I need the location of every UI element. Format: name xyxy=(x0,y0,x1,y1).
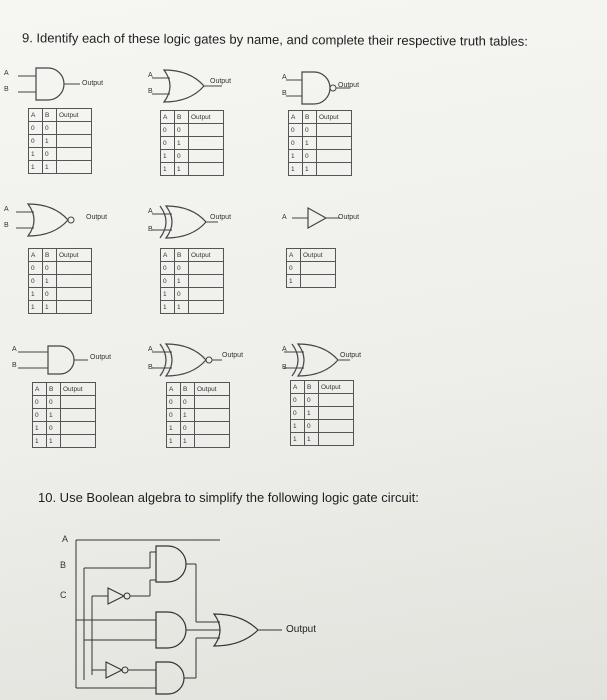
output-answer-cell[interactable] xyxy=(301,262,336,275)
output-label: Output xyxy=(338,214,360,221)
truth-table-and xyxy=(28,108,92,174)
output-answer-cell[interactable] xyxy=(57,148,92,161)
output-label: Output xyxy=(86,214,108,221)
output-answer-cell[interactable] xyxy=(317,137,352,150)
output-answer-cell[interactable] xyxy=(189,262,224,275)
truth-table-xor xyxy=(160,248,224,314)
xor-gate-diagram xyxy=(278,340,408,380)
table-row xyxy=(287,275,336,288)
table-row xyxy=(287,262,336,275)
table-cell: 1 xyxy=(289,150,303,163)
table-cell: 1 xyxy=(43,161,57,174)
table-cell: 0 xyxy=(161,262,175,275)
table-cell: 1 xyxy=(181,435,195,448)
table-cell: 1 xyxy=(43,301,57,314)
table-row xyxy=(161,275,224,288)
circuit-input-b-label: B xyxy=(60,560,67,570)
and-gate-diagram xyxy=(8,64,138,104)
table-row xyxy=(291,407,354,420)
table-cell: 0 xyxy=(291,394,305,407)
output-answer-cell[interactable] xyxy=(189,288,224,301)
table-header-cell: Output xyxy=(317,111,352,124)
input-a-label: A xyxy=(282,214,287,221)
table-header-cell: B xyxy=(303,111,317,124)
output-answer-cell[interactable] xyxy=(195,435,230,448)
table-cell: 0 xyxy=(291,407,305,420)
table-cell: 1 xyxy=(303,163,317,176)
output-answer-cell[interactable] xyxy=(189,150,224,163)
output-label: Output xyxy=(338,82,360,89)
table-header-cell: Output xyxy=(319,381,354,394)
table-cell: 0 xyxy=(29,122,43,135)
output-answer-cell[interactable] xyxy=(57,161,92,174)
question-9-title: 9. Identify each of these logic gates by name, and complete their respective truth tables: xyxy=(21,30,528,49)
table-row xyxy=(161,150,224,163)
output-answer-cell[interactable] xyxy=(319,407,354,420)
table-header-cell: Output xyxy=(189,111,224,124)
table-row xyxy=(29,148,92,161)
output-answer-cell[interactable] xyxy=(61,396,96,409)
table-cell: 1 xyxy=(29,301,43,314)
table-cell: 0 xyxy=(289,137,303,150)
output-answer-cell[interactable] xyxy=(61,409,96,422)
table-cell: 1 xyxy=(289,163,303,176)
input-b-label: B xyxy=(4,86,9,93)
table-header-cell: B xyxy=(43,249,57,262)
table-cell: 0 xyxy=(161,275,175,288)
output-answer-cell[interactable] xyxy=(317,163,352,176)
table-row xyxy=(289,137,352,150)
input-a-label: A xyxy=(148,72,153,79)
table-cell: 0 xyxy=(175,262,189,275)
truth-table-buffer xyxy=(286,248,336,288)
table-header-cell: A xyxy=(33,383,47,396)
table-cell: 1 xyxy=(29,288,43,301)
table-header-cell: Output xyxy=(189,249,224,262)
table-cell: 1 xyxy=(33,422,47,435)
table-cell: 1 xyxy=(33,435,47,448)
table-row xyxy=(161,301,224,314)
circuit-output-label: Output xyxy=(286,624,317,635)
input-b-label: B xyxy=(148,226,153,233)
output-label: Output xyxy=(222,352,244,359)
table-cell: 1 xyxy=(167,435,181,448)
input-b-label: B xyxy=(282,364,287,371)
truth-table-nor xyxy=(28,248,92,314)
table-header-cell: A xyxy=(167,383,181,396)
table-row xyxy=(167,435,230,448)
table-cell: 1 xyxy=(167,422,181,435)
table-row xyxy=(291,433,354,446)
table-cell: 0 xyxy=(167,396,181,409)
table-cell: 0 xyxy=(287,262,301,275)
table-row xyxy=(289,163,352,176)
output-answer-cell[interactable] xyxy=(195,422,230,435)
input-a-label: A xyxy=(4,206,9,213)
table-cell: 0 xyxy=(29,135,43,148)
truth-table-and-2 xyxy=(32,382,96,448)
table-header-cell: B xyxy=(181,383,195,396)
output-answer-cell[interactable] xyxy=(195,409,230,422)
table-row xyxy=(29,161,92,174)
table-cell: 0 xyxy=(43,148,57,161)
table-cell: 1 xyxy=(303,137,317,150)
output-label: Output xyxy=(340,352,362,359)
table-row xyxy=(161,288,224,301)
table-row xyxy=(29,275,92,288)
table-header-cell: B xyxy=(43,109,57,122)
table-cell: 0 xyxy=(181,396,195,409)
table-row xyxy=(29,262,92,275)
table-cell: 0 xyxy=(43,122,57,135)
table-row xyxy=(29,135,92,148)
table-cell: 1 xyxy=(175,137,189,150)
table-cell: 1 xyxy=(305,433,319,446)
table-cell: 0 xyxy=(29,262,43,275)
output-label: Output xyxy=(210,214,232,221)
table-cell: 1 xyxy=(161,150,175,163)
table-cell: 0 xyxy=(43,288,57,301)
truth-table-xor-2 xyxy=(290,380,354,446)
input-b-label: B xyxy=(148,364,153,371)
table-cell: 0 xyxy=(161,124,175,137)
table-cell: 1 xyxy=(175,275,189,288)
table-row xyxy=(289,124,352,137)
table-cell: 1 xyxy=(305,407,319,420)
table-header-cell: Output xyxy=(61,383,96,396)
table-cell: 0 xyxy=(167,409,181,422)
table-header-cell: A xyxy=(161,249,175,262)
input-a-label: A xyxy=(148,208,153,215)
table-row xyxy=(29,288,92,301)
table-row xyxy=(167,396,230,409)
input-b-label: B xyxy=(4,222,9,229)
table-row xyxy=(33,396,96,409)
q10-circuit-diagram xyxy=(70,530,290,695)
output-answer-cell[interactable] xyxy=(57,288,92,301)
table-cell: 0 xyxy=(161,137,175,150)
table-cell: 1 xyxy=(175,163,189,176)
table-cell: 1 xyxy=(291,433,305,446)
table-cell: 1 xyxy=(43,135,57,148)
output-answer-cell[interactable] xyxy=(61,422,96,435)
output-answer-cell[interactable] xyxy=(319,394,354,407)
table-header-cell: A xyxy=(287,249,301,262)
table-cell: 1 xyxy=(47,435,61,448)
table-row xyxy=(33,409,96,422)
table-header-cell: A xyxy=(29,249,43,262)
table-row xyxy=(161,163,224,176)
table-cell: 0 xyxy=(47,396,61,409)
table-cell: 0 xyxy=(303,124,317,137)
table-row xyxy=(29,301,92,314)
input-a-label: A xyxy=(12,346,17,353)
table-header-cell: B xyxy=(305,381,319,394)
table-row xyxy=(161,137,224,150)
table-cell: 0 xyxy=(175,288,189,301)
output-answer-cell[interactable] xyxy=(189,163,224,176)
output-label: Output xyxy=(90,354,112,361)
truth-table-xnor xyxy=(166,382,230,448)
table-cell: 0 xyxy=(175,150,189,163)
table-cell: 1 xyxy=(161,301,175,314)
table-row xyxy=(167,409,230,422)
output-answer-cell[interactable] xyxy=(57,262,92,275)
or-gate-diagram xyxy=(146,66,276,106)
input-a-label: A xyxy=(148,346,153,353)
output-answer-cell[interactable] xyxy=(57,122,92,135)
output-answer-cell[interactable] xyxy=(189,275,224,288)
output-answer-cell[interactable] xyxy=(301,275,336,288)
table-cell: 1 xyxy=(43,275,57,288)
table-header-cell: Output xyxy=(301,249,336,262)
table-header-cell: B xyxy=(47,383,61,396)
table-cell: 0 xyxy=(33,409,47,422)
table-header-cell: A xyxy=(29,109,43,122)
input-a-label: A xyxy=(282,74,287,81)
output-label: Output xyxy=(82,80,104,87)
table-header-cell: B xyxy=(175,111,189,124)
question-10-title: 10. Use Boolean algebra to simplify the following logic gate circuit: xyxy=(38,490,419,505)
truth-table-nand xyxy=(288,110,352,176)
table-cell: 1 xyxy=(291,420,305,433)
table-row xyxy=(33,422,96,435)
table-cell: 0 xyxy=(289,124,303,137)
table-header-cell: B xyxy=(175,249,189,262)
table-cell: 1 xyxy=(181,409,195,422)
table-header-cell: A xyxy=(289,111,303,124)
output-answer-cell[interactable] xyxy=(317,124,352,137)
table-row xyxy=(291,420,354,433)
output-answer-cell[interactable] xyxy=(319,420,354,433)
table-row xyxy=(161,124,224,137)
table-row xyxy=(161,262,224,275)
circuit-input-a-label: A xyxy=(62,534,69,544)
output-answer-cell[interactable] xyxy=(195,396,230,409)
table-header-cell: Output xyxy=(195,383,230,396)
table-header-cell: Output xyxy=(57,249,92,262)
nor-gate-diagram xyxy=(8,200,138,240)
table-header-cell: Output xyxy=(57,109,92,122)
table-cell: 1 xyxy=(287,275,301,288)
table-cell: 0 xyxy=(305,394,319,407)
output-answer-cell[interactable] xyxy=(319,433,354,446)
table-row xyxy=(291,394,354,407)
table-cell: 0 xyxy=(43,262,57,275)
and-gate-diagram xyxy=(8,340,138,380)
output-answer-cell[interactable] xyxy=(57,301,92,314)
table-cell: 1 xyxy=(175,301,189,314)
truth-table-or xyxy=(160,110,224,176)
xnor-gate-diagram xyxy=(146,340,276,380)
table-cell: 1 xyxy=(161,163,175,176)
input-b-label: B xyxy=(148,88,153,95)
circuit-input-c-label: C xyxy=(60,590,67,600)
table-row xyxy=(167,422,230,435)
output-answer-cell[interactable] xyxy=(317,150,352,163)
table-cell: 0 xyxy=(303,150,317,163)
output-answer-cell[interactable] xyxy=(61,435,96,448)
input-a-label: A xyxy=(4,70,9,77)
table-cell: 0 xyxy=(181,422,195,435)
output-answer-cell[interactable] xyxy=(189,137,224,150)
output-answer-cell[interactable] xyxy=(57,135,92,148)
table-cell: 0 xyxy=(47,422,61,435)
table-row xyxy=(33,435,96,448)
table-cell: 0 xyxy=(33,396,47,409)
table-cell: 1 xyxy=(47,409,61,422)
input-a-label: A xyxy=(282,346,287,353)
table-cell: 0 xyxy=(29,275,43,288)
output-answer-cell[interactable] xyxy=(189,301,224,314)
input-b-label: B xyxy=(12,362,17,369)
xor-gate-diagram xyxy=(146,202,276,242)
table-row xyxy=(289,150,352,163)
output-label: Output xyxy=(210,78,232,85)
table-cell: 1 xyxy=(29,148,43,161)
output-answer-cell[interactable] xyxy=(57,275,92,288)
table-cell: 1 xyxy=(29,161,43,174)
table-header-cell: A xyxy=(161,111,175,124)
table-cell: 1 xyxy=(161,288,175,301)
output-answer-cell[interactable] xyxy=(189,124,224,137)
table-header-cell: A xyxy=(291,381,305,394)
input-b-label: B xyxy=(282,90,287,97)
table-cell: 0 xyxy=(175,124,189,137)
table-row xyxy=(29,122,92,135)
table-cell: 0 xyxy=(305,420,319,433)
